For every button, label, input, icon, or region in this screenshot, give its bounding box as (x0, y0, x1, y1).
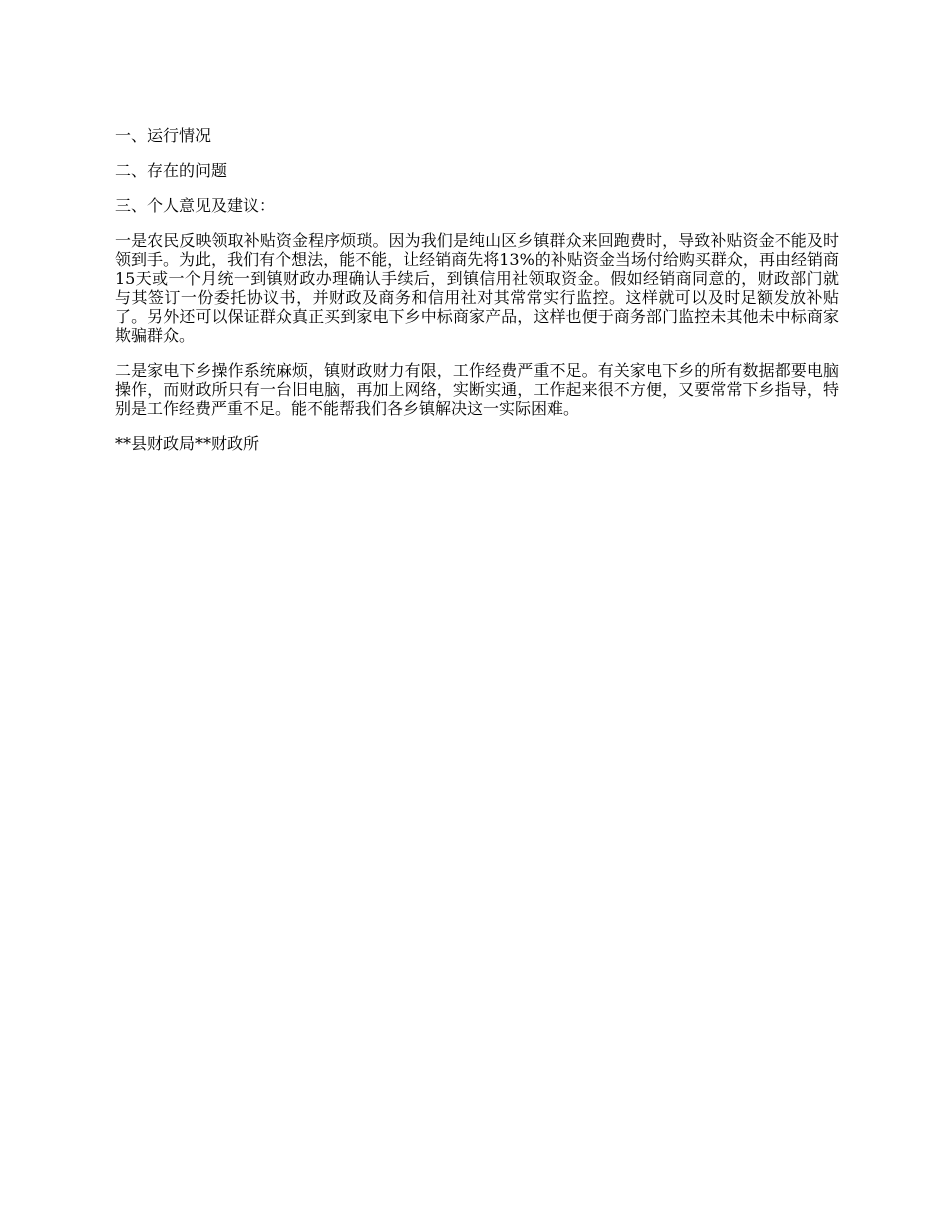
section-heading-operation: 一、运行情况 (115, 126, 212, 145)
paragraph-subsidy-procedure: 一是农民反映领取补贴资金程序烦琐。因为我们是纯山区乡镇群众来回跑费时，导致补贴资金不能及时领到手。为此，我们有个想法，能不能，让经销商先将13%的补贴资金当场付给购买群众，再由经销商15天或一个月统一到镇财政办理确认手续后，到镇信用社领取资金。假如经销商同意的，财政部门就与其签订一份委托协议书，并财政及商务和信用社对其常常实行监控。这样就可以及时足额发放补贴了。另外还可以保证群众真正买到家电下乡中标商家产品，这样也便于商务部门监控未其他未中标商家欺骗群众。 (115, 231, 839, 345)
document-body (115, 126, 839, 469)
section-heading-problems: 二、存在的问题 (115, 161, 228, 180)
paragraph-system-funding: 二是家电下乡操作系统麻烦，镇财政财力有限，工作经费严重不足。有关家电下乡的所有数据都要电脑操作，而财政所只有一台旧电脑，再加上网络，实断实通，工作起来很不方便，又要常常下乡指导，特别是工作经费严重不足。能不能帮我们各乡镇解决这一实际困难。 (115, 361, 839, 418)
signature-line: **县财政局**财政所 (115, 434, 260, 453)
section-heading-suggestions: 三、个人意见及建议： (115, 196, 276, 215)
